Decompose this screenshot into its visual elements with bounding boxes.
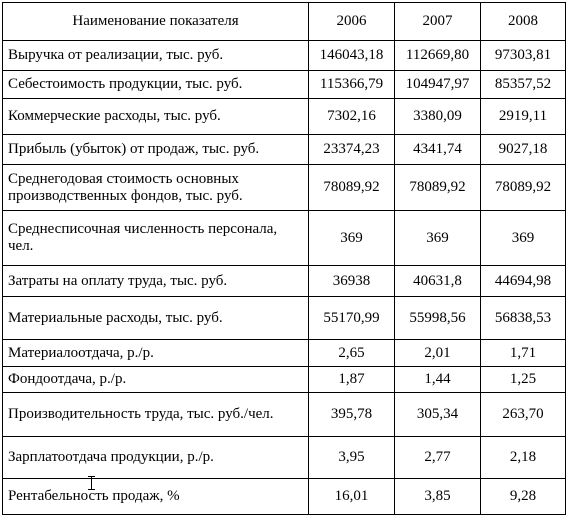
row-label: Прибыль (убыток) от продаж, тыс. руб. xyxy=(3,135,309,165)
cell-2007: 1,44 xyxy=(395,367,481,393)
cell-2008: 263,70 xyxy=(481,393,566,437)
cell-2006: 36938 xyxy=(309,266,395,297)
row-label: Рентабельность продаж, % xyxy=(3,479,309,515)
table-row xyxy=(3,393,566,437)
row-label: Себестоимость продукции, тыс. руб. xyxy=(3,71,309,99)
cell-2007: 2,01 xyxy=(395,340,481,367)
cell-2006: 2,65 xyxy=(309,340,395,367)
row-label: Производительность труда, тыс. руб./чел. xyxy=(3,393,309,437)
text-cursor-icon xyxy=(88,476,95,490)
cell-2006: 146043,18 xyxy=(309,41,395,71)
header-year-2007: 2007 xyxy=(395,3,481,41)
cell-2008: 1,71 xyxy=(481,340,566,367)
table-row xyxy=(3,297,566,340)
cell-2008: 9,28 xyxy=(481,479,566,515)
row-label: Коммерческие расходы, тыс. руб. xyxy=(3,99,309,135)
table-row xyxy=(3,266,566,297)
cell-2007: 40631,8 xyxy=(395,266,481,297)
indicators-table xyxy=(2,2,566,515)
row-label: Зарплатоотдача продукции, р./р. xyxy=(3,437,309,479)
row-label: Среднегодовая стоимость основных производственных фондов, тыс. руб. xyxy=(3,165,309,211)
cell-2006: 23374,23 xyxy=(309,135,395,165)
cell-2007: 2,77 xyxy=(395,437,481,479)
cell-2006: 115366,79 xyxy=(309,71,395,99)
cell-2008: 85357,52 xyxy=(481,71,566,99)
cell-2006: 78089,92 xyxy=(309,165,395,211)
table-row xyxy=(3,367,566,393)
cell-2006: 7302,16 xyxy=(309,99,395,135)
cell-2006: 55170,99 xyxy=(309,297,395,340)
cell-2008: 369 xyxy=(481,211,566,266)
table-header-row xyxy=(3,3,566,41)
table-row xyxy=(3,437,566,479)
row-label: Материалоотдача, р./р. xyxy=(3,340,309,367)
cell-2008: 9027,18 xyxy=(481,135,566,165)
cell-2007: 305,34 xyxy=(395,393,481,437)
cell-2008: 97303,81 xyxy=(481,41,566,71)
table-row xyxy=(3,99,566,135)
table-row xyxy=(3,340,566,367)
cell-2006: 3,95 xyxy=(309,437,395,479)
cell-2007: 55998,56 xyxy=(395,297,481,340)
cell-2007: 3380,09 xyxy=(395,99,481,135)
table-row xyxy=(3,135,566,165)
cell-2008: 44694,98 xyxy=(481,266,566,297)
cell-2008: 78089,92 xyxy=(481,165,566,211)
header-indicator-name: Наименование показателя xyxy=(3,3,309,41)
cell-2008: 56838,53 xyxy=(481,297,566,340)
cell-2007: 3,85 xyxy=(395,479,481,515)
table-row xyxy=(3,211,566,266)
header-year-2006: 2006 xyxy=(309,3,395,41)
cell-2008: 1,25 xyxy=(481,367,566,393)
cell-2006: 395,78 xyxy=(309,393,395,437)
table-row xyxy=(3,41,566,71)
cell-2008: 2,18 xyxy=(481,437,566,479)
table-row xyxy=(3,479,566,515)
row-label: Фондоотдача, р./р. xyxy=(3,367,309,393)
table-row xyxy=(3,71,566,99)
row-label: Затраты на оплату труда, тыс. руб. xyxy=(3,266,309,297)
header-year-2008: 2008 xyxy=(481,3,566,41)
cell-2007: 112669,80 xyxy=(395,41,481,71)
row-label: Выручка от реализации, тыс. руб. xyxy=(3,41,309,71)
cell-2006: 16,01 xyxy=(309,479,395,515)
cell-2008: 2919,11 xyxy=(481,99,566,135)
cell-2006: 369 xyxy=(309,211,395,266)
row-label: Среднесписочная численность персонала, чел. xyxy=(3,211,309,266)
cell-2007: 369 xyxy=(395,211,481,266)
cell-2006: 1,87 xyxy=(309,367,395,393)
table-row xyxy=(3,165,566,211)
cell-2007: 78089,92 xyxy=(395,165,481,211)
row-label: Материальные расходы, тыс. руб. xyxy=(3,297,309,340)
cell-2007: 104947,97 xyxy=(395,71,481,99)
cell-2007: 4341,74 xyxy=(395,135,481,165)
